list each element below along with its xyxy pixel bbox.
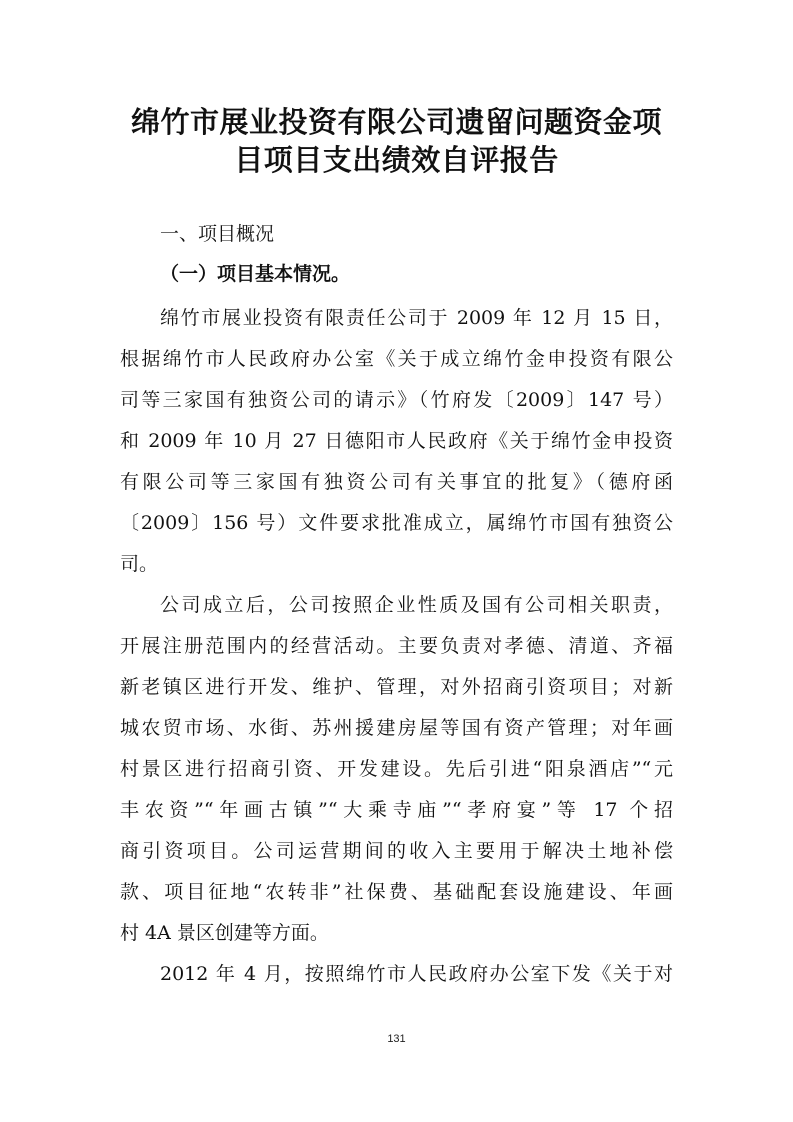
paragraph-line: 有限公司等三家国有独资公司有关事宜的批复》（德府函 <box>120 471 673 493</box>
paragraph-line: 款、项目征地“农转非”社保费、基础配套设施建设、年画 <box>120 881 673 903</box>
paragraph-line: 新老镇区进行开发、维护、管理，对外招商引资项目；对新 <box>120 676 673 698</box>
paragraph-line: 绵竹市展业投资有限责任公司于 2009 年 12 月 15 日， <box>160 307 673 329</box>
paragraph-line: 公司成立后，公司按照企业性质及国有公司相关职责， <box>160 594 673 616</box>
paragraph-line: 城农贸市场、水街、苏州援建房屋等国有资产管理；对年画 <box>120 717 673 739</box>
report-title-line-2: 目项目支出绩效自评报告 <box>234 143 559 177</box>
paragraph-line: 〔2009〕156 号）文件要求批准成立，属绵竹市国有独资公 <box>120 512 673 534</box>
paragraph-line: 丰农资”“年画古镇”“大乘寺庙”“孝府宴”等 17 个招 <box>120 799 673 821</box>
paragraph-line: 根据绵竹市人民政府办公室《关于成立绵竹金申投资有限公 <box>120 348 673 370</box>
paragraph-line: 和 2009 年 10 月 27 日德阳市人民政府《关于绵竹金申投资 <box>120 430 673 452</box>
paragraph-line: 开展注册范围内的经营活动。主要负责对孝德、清道、齐福 <box>120 635 673 657</box>
subsection-heading: （一）项目基本情况。 <box>160 263 351 285</box>
paragraph-line: 司等三家国有独资公司的请示》（竹府发〔2009〕147 号） <box>120 389 673 411</box>
paragraph-line: 商引资项目。公司运营期间的收入主要用于解决土地补偿 <box>120 840 673 862</box>
paragraph-line: 村景区进行招商引资、开发建设。先后引进“阳泉酒店”“元 <box>120 758 673 780</box>
paragraph-line: 2012 年 4 月，按照绵竹市人民政府办公室下发《关于对 <box>160 963 673 985</box>
section-heading: 一、项目概况 <box>160 223 275 245</box>
paragraph-line: 司。 <box>120 553 159 575</box>
paragraph-line: 村 4A 景区创建等方面。 <box>120 922 329 944</box>
page-number: 131 <box>387 1033 406 1045</box>
report-title-line-1: 绵竹市展业投资有限公司遗留问题资金项 <box>130 105 662 139</box>
